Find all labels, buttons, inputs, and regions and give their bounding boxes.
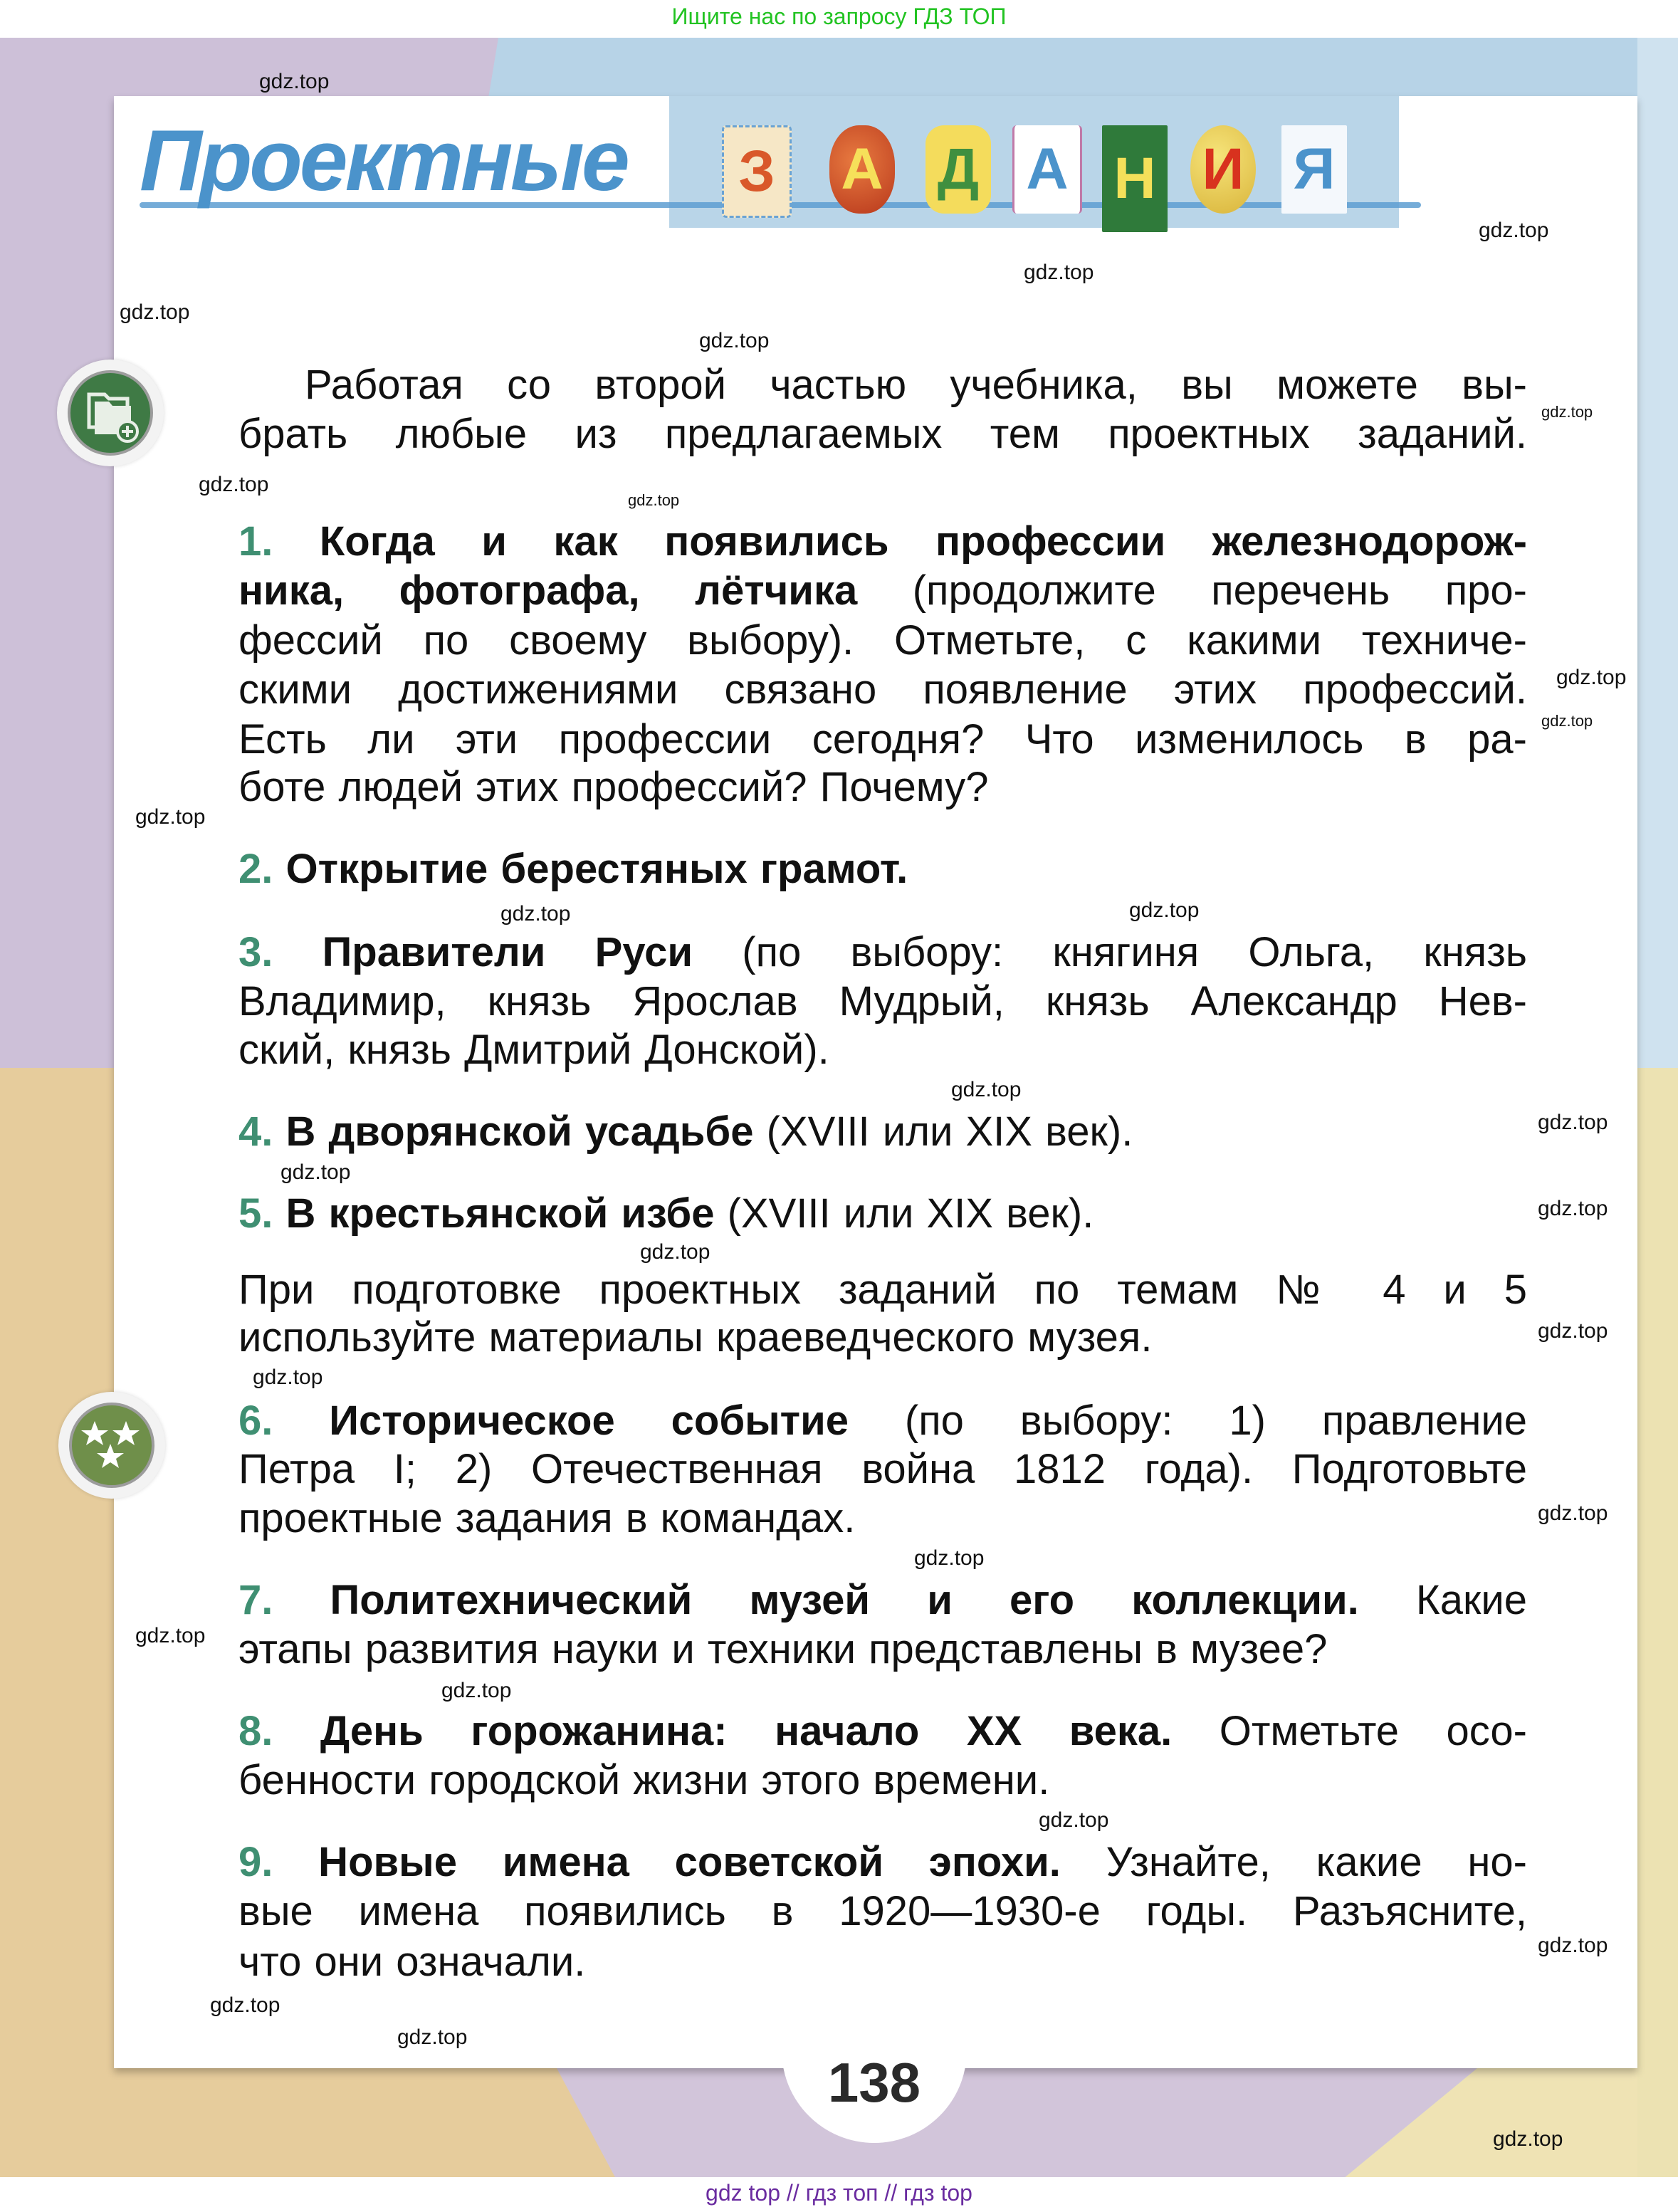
task-text-line bbox=[238, 1399, 1527, 1443]
task-title: Когда и как появились профессии железнодорож- bbox=[273, 518, 1527, 565]
task-text-line bbox=[238, 1316, 1527, 1360]
task-text: Петра I; 2) Отечественная война 1812 года). Подготовьте bbox=[238, 1446, 1527, 1492]
task-title: Открытие берестяных грамот. bbox=[273, 846, 908, 892]
task-text: (по выбору: 1) правление bbox=[849, 1398, 1528, 1444]
watermark: gdz.top bbox=[1039, 1808, 1109, 1832]
task-text-line bbox=[238, 569, 1527, 613]
title-letter-tile: Д bbox=[925, 125, 991, 214]
title-letter-apple: А bbox=[829, 125, 895, 214]
watermark: gdz.top bbox=[628, 491, 680, 509]
task-text: используйте материалы краеведческого музея. bbox=[238, 1314, 1153, 1361]
watermark: gdz.top bbox=[914, 1546, 985, 1570]
task-number: 9. bbox=[238, 1839, 273, 1885]
watermark: gdz.top bbox=[253, 1366, 323, 1389]
watermark: gdz.top bbox=[1541, 403, 1593, 421]
task-text: (XVIII или XIX век). bbox=[753, 1108, 1133, 1155]
watermark: gdz.top bbox=[699, 329, 770, 352]
task-text: ский, князь Дмитрий Донской). bbox=[238, 1027, 829, 1073]
task-text: скими достижениями связано появление этих профессий. bbox=[238, 666, 1527, 713]
watermark: gdz.top bbox=[135, 1624, 206, 1647]
task-text: Владимир, князь Ярослав Мудрый, князь Александр Нев- bbox=[238, 978, 1527, 1024]
task-text: что они означали. bbox=[238, 1939, 586, 1985]
intro-text-line bbox=[238, 412, 1527, 456]
task-text: При подготовке проектных заданий по темам № 4 и 5 bbox=[238, 1267, 1527, 1313]
task-text: фессий по своему выбору). Отметьте, с какими техниче- bbox=[238, 617, 1527, 664]
watermark: gdz.top bbox=[951, 1078, 1022, 1101]
task-text: Какие bbox=[1358, 1577, 1528, 1623]
title-letter-tile: А bbox=[1012, 125, 1082, 214]
task-number: 2. bbox=[238, 846, 273, 892]
watermark: gdz.top bbox=[1538, 1319, 1608, 1343]
task-text-line bbox=[238, 1840, 1527, 1885]
task-text: (по выбору: княгиня Ольга, князь bbox=[693, 929, 1528, 975]
three-stars-icon bbox=[58, 1392, 165, 1499]
watermark: gdz.top bbox=[120, 300, 190, 324]
watermark: gdz.top bbox=[1538, 1197, 1608, 1220]
task-text-line bbox=[238, 520, 1527, 564]
task-text-line bbox=[238, 1709, 1527, 1754]
task-text-line bbox=[238, 1578, 1527, 1623]
title-letter-tile: И bbox=[1190, 125, 1256, 214]
watermark: gdz.top bbox=[1538, 1934, 1608, 1957]
task-text-line bbox=[238, 1110, 1527, 1154]
task-text-line bbox=[238, 847, 1527, 891]
task-text: Узнайте, какие но- bbox=[1060, 1839, 1527, 1885]
title-letter-tile: З bbox=[722, 125, 792, 218]
title-letter-tile: Я bbox=[1281, 125, 1347, 214]
task-text: бенности городской жизни этого времени. bbox=[238, 1757, 1050, 1803]
search-hint-banner: Ищите нас по запросу ГДЗ ТОП bbox=[0, 0, 1678, 38]
task-title: В дворянской усадьбе bbox=[273, 1108, 754, 1155]
watermark: gdz.top bbox=[210, 1993, 280, 2017]
task-number: 7. bbox=[238, 1577, 273, 1623]
task-number: 5. bbox=[238, 1190, 273, 1237]
task-text-line bbox=[238, 931, 1527, 975]
task-text-line bbox=[238, 668, 1527, 712]
folder-add-icon bbox=[57, 360, 164, 466]
task-text: брать любые из предлагаемых тем проектных заданий. bbox=[238, 411, 1527, 457]
task-text: боте людей этих профессий? Почему? bbox=[238, 764, 989, 810]
watermark: gdz.top bbox=[1129, 898, 1200, 922]
task-text-line bbox=[238, 619, 1527, 663]
task-number: 8. bbox=[238, 1708, 273, 1754]
task-title: ника, фотографа, лётчика bbox=[238, 567, 858, 614]
watermark: gdz.top bbox=[135, 805, 206, 829]
task-title: Правители Руси bbox=[273, 929, 693, 975]
watermark: gdz.top bbox=[259, 70, 330, 93]
page-number: 138 bbox=[827, 2051, 921, 2114]
task-text-line bbox=[238, 1268, 1527, 1312]
title-letter-tile: Н bbox=[1102, 125, 1168, 232]
watermark: gdz.top bbox=[500, 902, 571, 926]
task-title: Историческое событие bbox=[273, 1398, 849, 1444]
task-number: 1. bbox=[238, 518, 273, 565]
task-text-line bbox=[238, 718, 1527, 762]
watermark: gdz.top bbox=[1479, 219, 1549, 242]
watermark: gdz.top bbox=[1541, 712, 1593, 730]
watermark: gdz.top bbox=[441, 1679, 512, 1702]
task-text: (продолжите перечень про- bbox=[857, 567, 1527, 614]
watermark: gdz.top bbox=[199, 473, 269, 496]
task-title: Новые имена советской эпохи. bbox=[273, 1839, 1061, 1885]
watermark: gdz.top bbox=[1556, 666, 1627, 689]
task-text-line bbox=[238, 1447, 1527, 1492]
task-text: Отметьте осо- bbox=[1172, 1708, 1527, 1754]
task-text-line bbox=[238, 1889, 1527, 1934]
task-number: 3. bbox=[238, 929, 273, 975]
watermark: gdz.top bbox=[280, 1160, 351, 1184]
watermark: gdz.top bbox=[1024, 261, 1094, 284]
watermark: gdz.top bbox=[397, 2025, 468, 2049]
task-text: Работая со второй частью учебника, вы можете вы- bbox=[305, 362, 1527, 408]
task-text-line bbox=[238, 1940, 1527, 1984]
page-title: Проектные bbox=[140, 112, 627, 209]
task-title: Политехнический музей и его коллекции. bbox=[273, 1577, 1359, 1623]
task-text-line bbox=[238, 1627, 1527, 1672]
intro-text-line bbox=[305, 363, 1527, 407]
task-text-line bbox=[238, 1028, 1527, 1072]
task-title: День горожанина: начало XX века. bbox=[273, 1708, 1173, 1754]
task-title: В крестьянской избе bbox=[273, 1190, 715, 1237]
task-text: (XVIII или XIX век). bbox=[714, 1190, 1094, 1237]
task-number: 4. bbox=[238, 1108, 273, 1155]
watermark: gdz.top bbox=[1538, 1111, 1608, 1134]
task-text-line bbox=[238, 1496, 1527, 1541]
site-links-banner: gdz top // гдз топ // гдз top bbox=[0, 2177, 1678, 2212]
watermark: gdz.top bbox=[1493, 2127, 1563, 2151]
task-text-line bbox=[238, 1192, 1527, 1236]
task-text-line bbox=[238, 980, 1527, 1024]
task-number: 6. bbox=[238, 1398, 273, 1444]
task-text: этапы развития науки и техники представлены в музее? bbox=[238, 1626, 1328, 1672]
watermark: gdz.top bbox=[1538, 1501, 1608, 1525]
task-text: вые имена появились в 1920—1930-е годы. Разъясните, bbox=[238, 1888, 1527, 1934]
task-text: Есть ли эти профессии сегодня? Что изменилось в ра- bbox=[238, 716, 1527, 762]
task-text: проектные задания в командах. bbox=[238, 1495, 856, 1541]
watermark: gdz.top bbox=[640, 1240, 710, 1264]
task-text-line bbox=[238, 765, 1527, 809]
task-text-line bbox=[238, 1758, 1527, 1803]
